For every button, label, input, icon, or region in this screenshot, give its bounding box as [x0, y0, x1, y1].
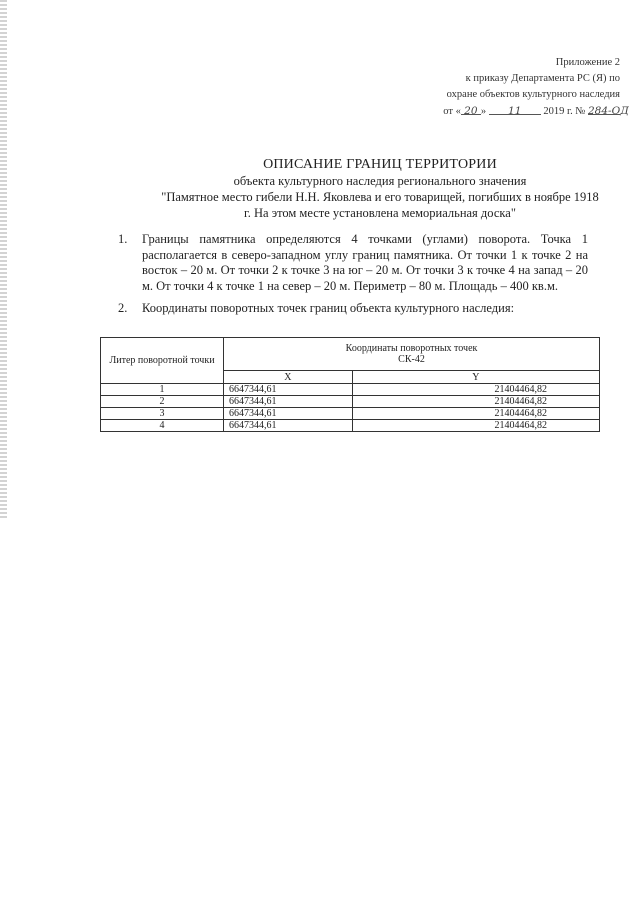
approval-block: [320, 55, 629, 120]
department-label: охране объектов культурного наследия: [446, 89, 620, 100]
order-day: 20: [461, 103, 481, 115]
x-cell: 6647344,61: [224, 384, 353, 396]
y-cell: 21404464,82: [352, 420, 599, 432]
y-cell: 21404464,82: [352, 396, 599, 408]
title-line-2: объекта культурного наследия регионального значения: [233, 174, 527, 188]
coords-header-line-1: Координаты поворотных точек: [345, 343, 478, 354]
x-cell: 6647344,61: [224, 420, 353, 432]
table-header-row: [101, 338, 600, 371]
order-year-text: 2019 г. №: [543, 106, 586, 117]
point-cell: 1: [101, 384, 224, 396]
title-line-3: "Памятное место гибели Н.Н. Яковлева и его товарищей, погибших в ноябре 1918: [161, 190, 599, 204]
list-item-number: 2.: [118, 301, 128, 315]
y-column-header: Y: [352, 371, 599, 384]
point-column-header: Литер поворотной точки: [101, 338, 224, 384]
scan-edge-artifact: [0, 0, 7, 520]
list-item-number: 1.: [118, 232, 128, 246]
list-item-text: Координаты поворотных точек границ объекта культурного наследия:: [142, 301, 515, 315]
title-heading: ОПИСАНИЕ ГРАНИЦ ТЕРРИТОРИИ: [263, 157, 497, 172]
table-row: [101, 420, 600, 432]
date-separator: »: [480, 106, 487, 117]
numbered-list: [118, 232, 588, 324]
x-cell: 6647344,61: [224, 408, 353, 420]
table-row: [101, 384, 600, 396]
order-date-line: [320, 103, 629, 120]
coords-column-header: [224, 338, 600, 371]
order-number: 284-ОД: [588, 105, 629, 117]
y-cell: 21404464,82: [352, 408, 599, 420]
date-prefix: от «: [443, 106, 461, 117]
point-cell: 3: [101, 408, 224, 420]
order-label: к приказу Департамента РС (Я) по: [465, 73, 620, 84]
table-row: [101, 396, 600, 408]
document-title: [150, 156, 610, 221]
point-cell: 2: [101, 396, 224, 408]
coords-header-line-2: СК-42: [398, 354, 425, 365]
list-item-text: Границы памятника определяются 4 точками (углами) поворота. Точка 1 располагается в северо-западном углу границ памятника. От точки 1 к точке 2 на восток – 20 м. От точки 2 к точке 3 на юг – 20 м. От точки 3 к точке 4 на запад – 20 м. От точки 4 к точке 1 на север – 20 м. Периметр – 80 м. Площадь – 400 кв.м.: [142, 232, 588, 293]
coordinates-table: [100, 337, 600, 432]
point-cell: 4: [101, 420, 224, 432]
title-line-4: г. На этом месте установлена мемориальная доска": [244, 206, 516, 220]
list-item: [118, 232, 588, 294]
list-item: [118, 301, 588, 317]
order-month: 11: [489, 103, 541, 115]
y-cell: 21404464,82: [352, 384, 599, 396]
appendix-label: Приложение 2: [555, 57, 620, 68]
x-cell: 6647344,61: [224, 396, 353, 408]
table-row: [101, 408, 600, 420]
x-column-header: X: [224, 371, 353, 384]
